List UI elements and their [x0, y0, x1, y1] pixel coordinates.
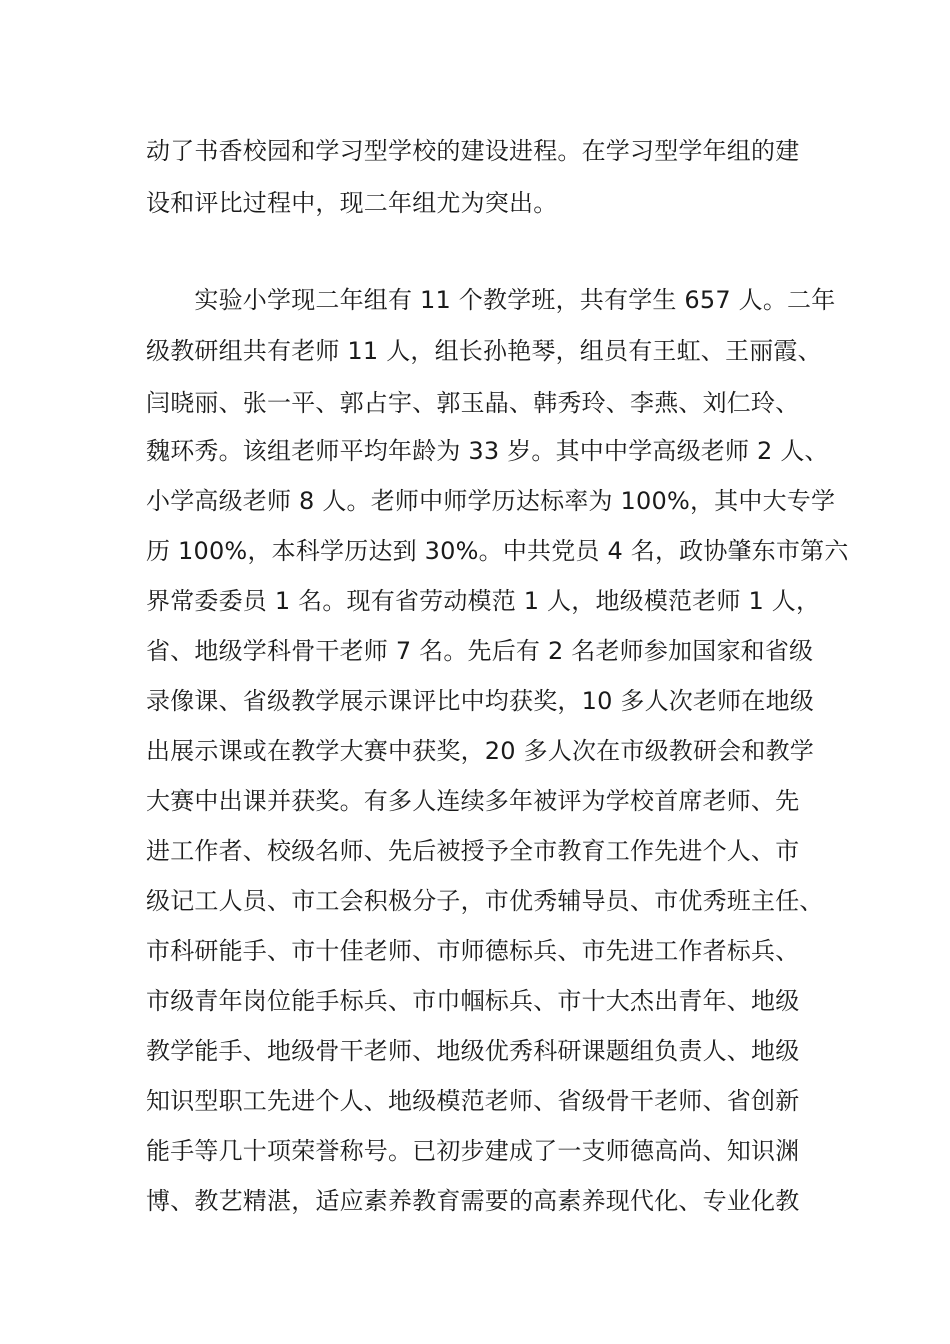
paragraph-line: 录像课、省级教学展示课评比中均获奖，10 多人次老师在地级	[146, 687, 814, 715]
paragraph-line: 进工作者、校级名师、先后被授予全市教育工作先进个人、市	[146, 837, 800, 865]
paragraph-line: 级记工人员、市工会积极分子，市优秀辅导员、市优秀班主任、	[146, 887, 824, 915]
paragraph-line: 省、地级学科骨干老师 7 名。先后有 2 名老师参加国家和省级	[146, 637, 814, 665]
paragraph-line: 历 100%，本科学历达到 30%。中共党员 4 名，政协肇东市第六	[146, 537, 849, 565]
paragraph-line: 界常委委员 1 名。现有省劳动模范 1 人，地级模范老师 1 人，	[146, 587, 821, 615]
paragraph-line: 小学高级老师 8 人。老师中师学历达标率为 100%，其中大专学	[146, 487, 836, 515]
paragraph-line: 知识型职工先进个人、地级模范老师、省级骨干老师、省创新	[146, 1087, 800, 1115]
paragraph-line: 大赛中出课并获奖。有多人连续多年被评为学校首席老师、先	[146, 787, 800, 815]
paragraph-line: 设和评比过程中，现二年组尤为突出。	[146, 189, 558, 217]
paragraph-line: 教学能手、地级骨干老师、地级优秀科研课题组负责人、地级	[146, 1037, 800, 1065]
paragraph-line: 魏环秀。该组老师平均年龄为 33 岁。其中中学高级老师 2 人、	[146, 437, 829, 465]
paragraph-line: 博、教艺精湛，适应素养教育需要的高素养现代化、专业化教	[146, 1187, 800, 1215]
paragraph-line: 动了书香校园和学习型学校的建设进程。在学习型学年组的建	[146, 137, 800, 165]
paragraph-line: 能手等几十项荣誉称号。已初步建成了一支师德高尚、知识渊	[146, 1137, 800, 1165]
paragraph-line: 市级青年岗位能手标兵、市巾帼标兵、市十大杰出青年、地级	[146, 987, 800, 1015]
paragraph-line: 闫晓丽、张一平、郭占宇、郭玉晶、韩秀玲、李燕、刘仁玲、	[146, 389, 800, 417]
paragraph-line: 出展示课或在教学大赛中获奖，20 多人次在市级教研会和教学	[146, 737, 814, 765]
paragraph-line: 实验小学现二年组有 11 个教学班，共有学生 657 人。二年	[146, 286, 836, 314]
paragraph-line: 市科研能手、市十佳老师、市师德标兵、市先进工作者标兵、	[146, 937, 800, 965]
paragraph-line: 级教研组共有老师 11 人，组长孙艳琴，组员有王虹、王丽霞、	[146, 337, 822, 365]
